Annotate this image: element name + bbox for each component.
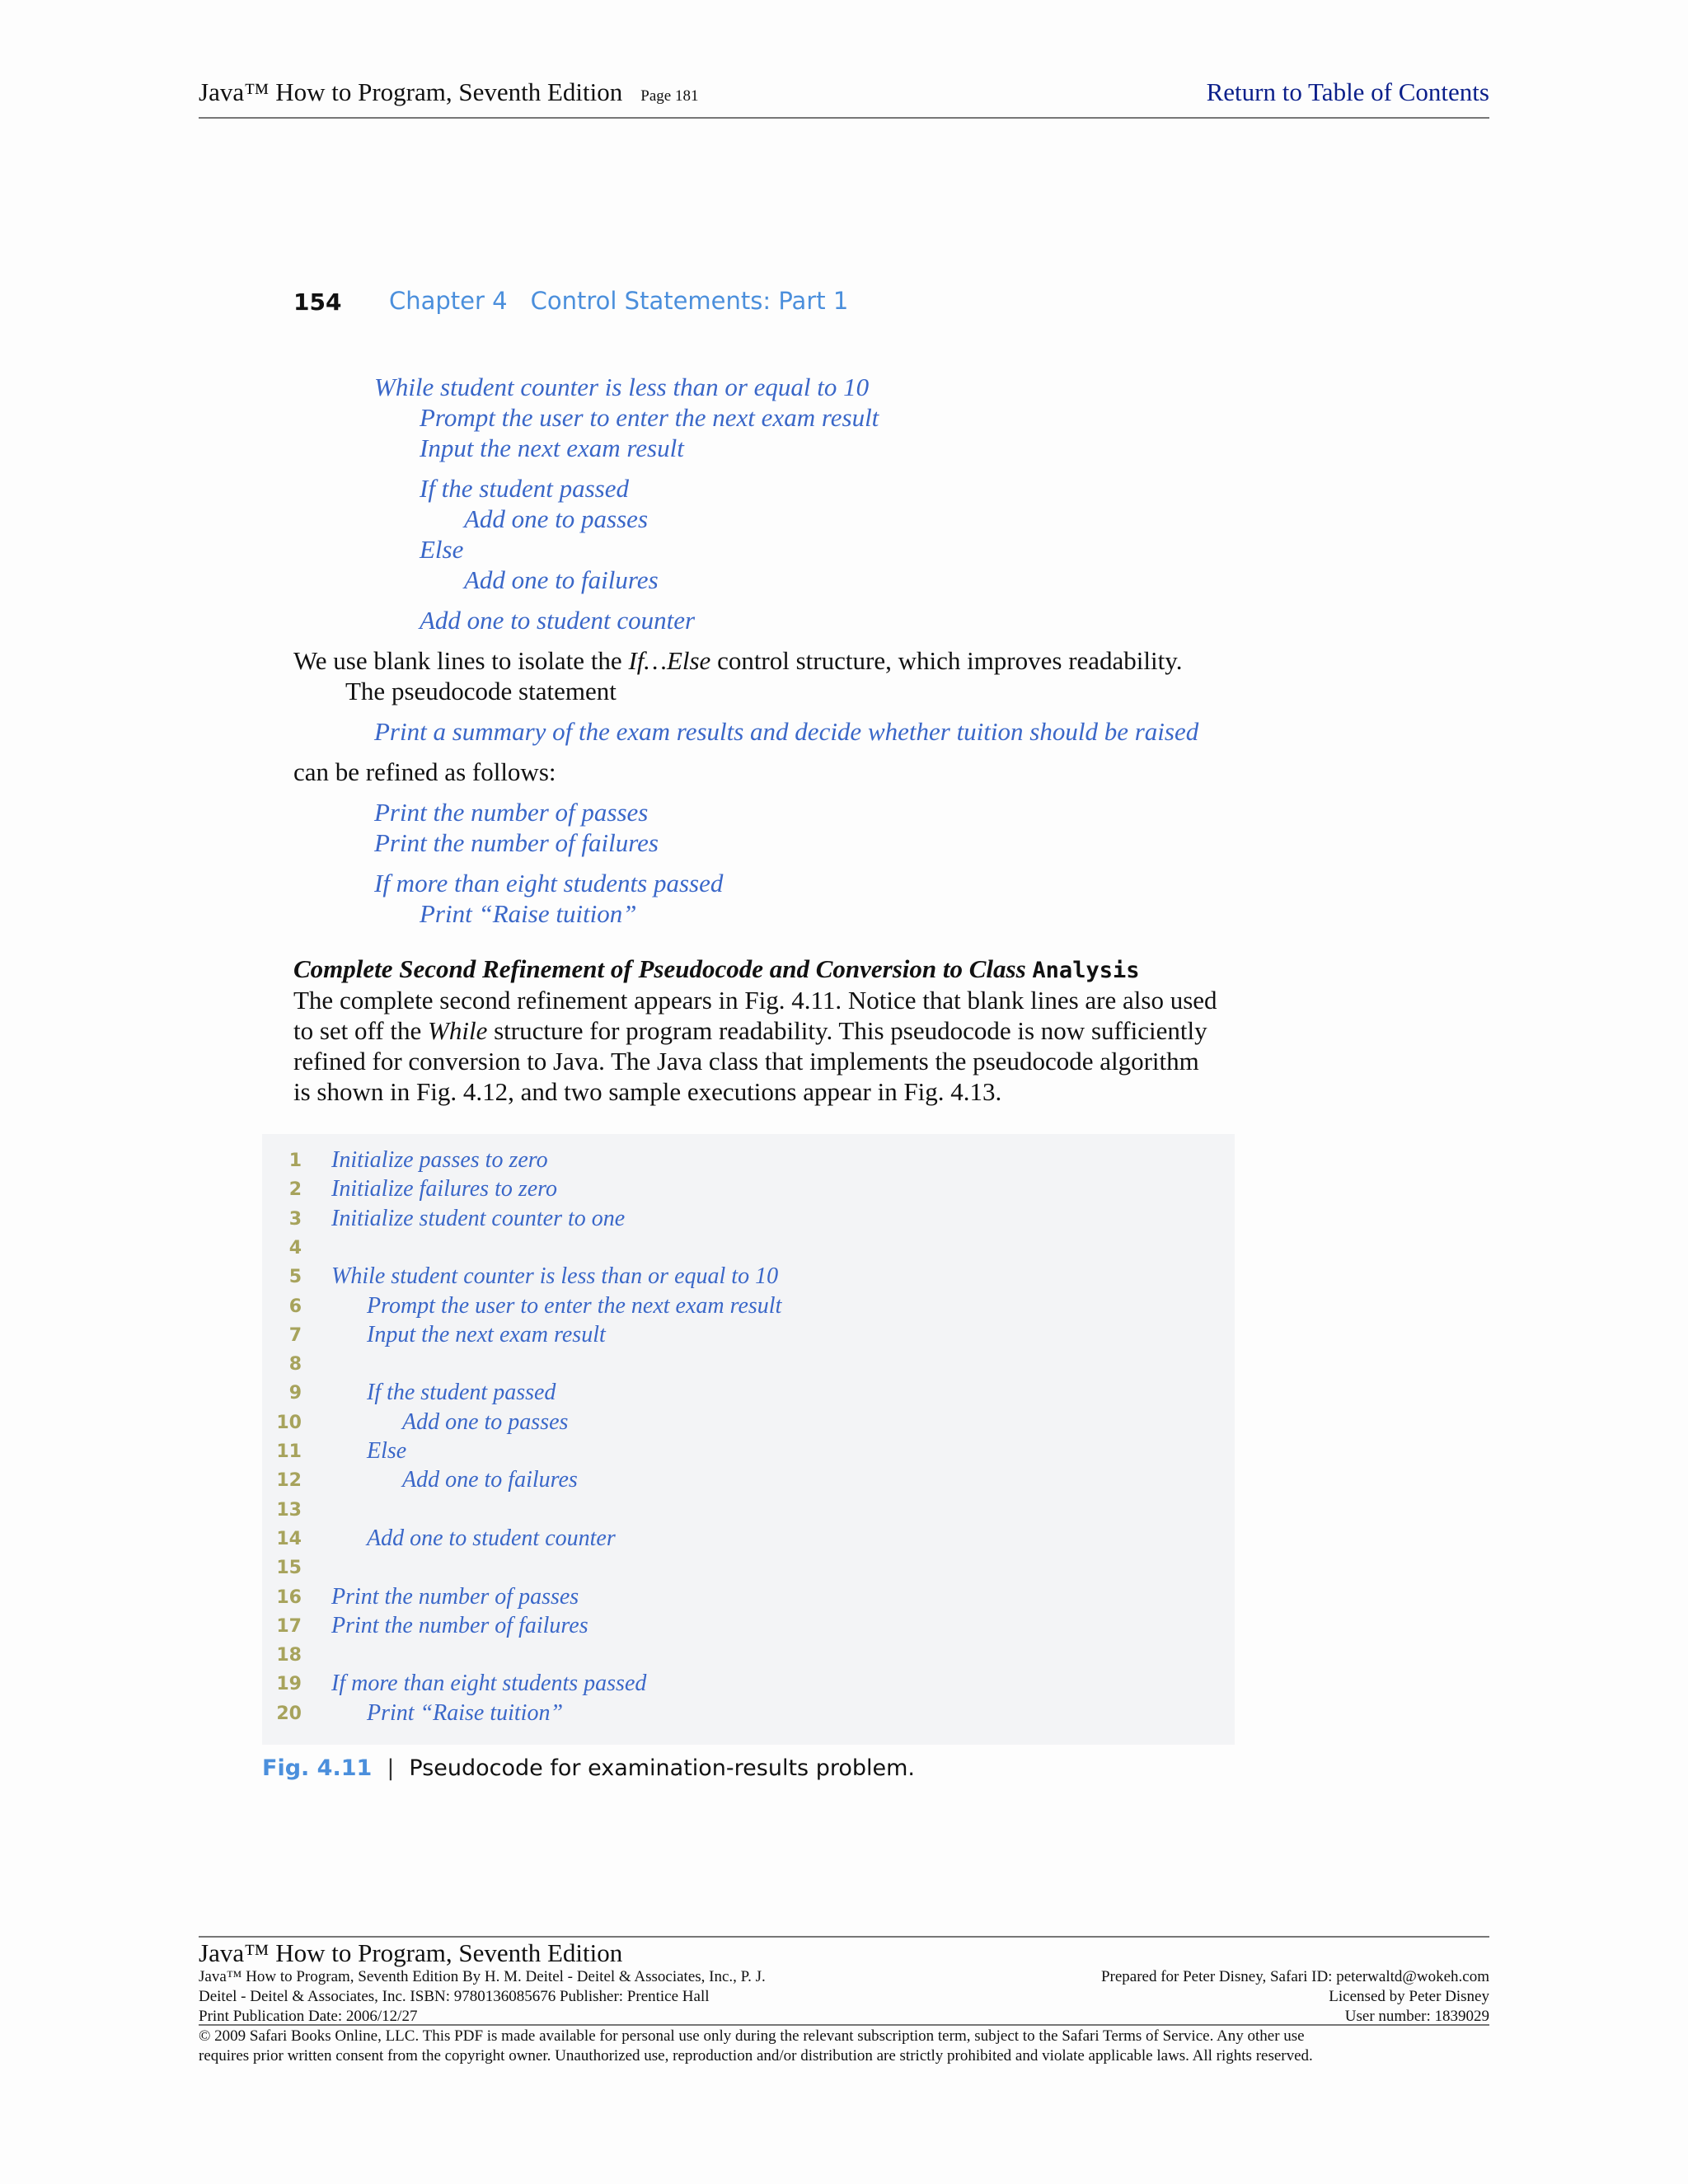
figure-line: Prompt the user to enter the next exam result xyxy=(367,1293,782,1319)
figure-separator: | xyxy=(387,1755,395,1781)
figure-line: Print the number of passes xyxy=(331,1584,579,1610)
figure-line: Initialize student counter to one xyxy=(331,1206,626,1231)
figure-line: Initialize failures to zero xyxy=(331,1176,558,1202)
footer-text: Prepared for Peter Disney, Safari ID: peterwaltd@wokeh.com xyxy=(1100,1968,1489,1985)
line-number: 1 xyxy=(288,1151,302,1171)
paragraph-line xyxy=(293,1016,1207,1046)
footer-divider xyxy=(199,1936,1489,1938)
figure-line: Input the next exam result xyxy=(367,1322,606,1347)
footer-text: Licensed by Peter Disney xyxy=(1329,1988,1489,2005)
paragraph-text: to set off the xyxy=(293,1016,429,1045)
paragraph-text: We use blank lines to isolate the xyxy=(293,646,629,675)
section-heading-text: Complete Second Refinement of Pseudocode and Conversion to Class xyxy=(293,954,1033,983)
paragraph-emphasis: If…Else xyxy=(628,646,711,675)
line-number: 17 xyxy=(276,1616,302,1637)
figure-line: Else xyxy=(367,1438,407,1464)
line-number: 8 xyxy=(288,1354,302,1375)
figure-caption xyxy=(262,1755,915,1781)
figure-line: If the student passed xyxy=(367,1380,556,1405)
figure-line: Add one to failures xyxy=(402,1467,578,1493)
line-number: 16 xyxy=(276,1587,302,1608)
pseudo-line: While student counter is less than or equal to 10 xyxy=(374,373,870,401)
line-number: 11 xyxy=(276,1441,302,1462)
paragraph-line: refined for conversion to Java. The Java class that implements the pseudocode algorithm xyxy=(293,1047,1199,1076)
figure-line: If more than eight students passed xyxy=(331,1671,647,1696)
paragraph-line: The complete second refinement appears in Fig. 4.11. Notice that blank lines are also used xyxy=(293,986,1217,1015)
book-title-text: Java™ How to Program, Seventh Edition xyxy=(199,77,623,106)
line-number: 4 xyxy=(288,1238,302,1258)
section-heading xyxy=(293,954,1139,984)
paragraph-text: control structure, which improves readability. xyxy=(710,646,1183,675)
figure-line: Print the number of failures xyxy=(331,1613,588,1638)
line-number: 9 xyxy=(288,1383,302,1404)
line-number: 7 xyxy=(288,1325,302,1346)
paragraph: can be refined as follows: xyxy=(293,757,556,786)
pseudo-line: Prompt the user to enter the next exam result xyxy=(420,403,879,432)
line-number: 13 xyxy=(276,1500,302,1521)
figure-line: Initialize passes to zero xyxy=(331,1147,548,1173)
copyright-text: © 2009 Safari Books Online, LLC. This PDF is made available for personal use only during the relevant subscription term, subject to the Safari Terms of Service. Any other use xyxy=(199,2027,1305,2045)
page-number: 154 xyxy=(293,288,342,316)
footer-text: Print Publication Date: 2006/12/27 xyxy=(199,2008,418,2025)
paragraph-line: is shown in Fig. 4.12, and two sample executions appear in Fig. 4.13. xyxy=(293,1077,1002,1106)
line-number: 3 xyxy=(288,1209,302,1230)
paragraph: The pseudocode statement xyxy=(345,677,617,705)
pseudo-line: Add one to failures xyxy=(464,565,659,594)
chapter-title: Control Statements: Part 1 xyxy=(530,287,849,315)
pseudo-line: Else xyxy=(420,535,464,564)
pseudo-line: Print the number of failures xyxy=(374,828,659,857)
page-label: Page 181 xyxy=(640,87,699,105)
paragraph-text: structure for program readability. This pseudocode is now sufficiently xyxy=(487,1016,1207,1045)
figure-line: Add one to passes xyxy=(402,1409,569,1435)
pseudo-line: Print “Raise tuition” xyxy=(420,899,637,928)
copyright-text: requires prior written consent from the copyright owner. Unauthorized use, reproduction and/or distribution are strictly prohibited and violate applicable laws. All rights reserved. xyxy=(199,2047,1313,2064)
line-number: 5 xyxy=(288,1267,302,1287)
return-to-toc-link[interactable]: Return to Table of Contents xyxy=(1206,77,1489,106)
pseudo-line: Print a summary of the exam results and decide whether tuition should be raised xyxy=(374,717,1199,746)
pseudo-line: If the student passed xyxy=(420,474,629,503)
footer-text: Deitel - Deitel & Associates, Inc. ISBN: 9780136085676 Publisher: Prentice Hall xyxy=(199,1988,710,2005)
line-number: 20 xyxy=(276,1704,302,1724)
page-header xyxy=(199,76,1489,119)
line-number: 14 xyxy=(276,1529,302,1549)
line-number: 19 xyxy=(276,1674,302,1694)
line-number: 10 xyxy=(276,1413,302,1433)
figure-caption-text: Pseudocode for examination-results problem. xyxy=(409,1755,915,1781)
paragraph xyxy=(293,646,1183,676)
line-number: 12 xyxy=(276,1470,302,1491)
pseudo-line: If more than eight students passed xyxy=(374,869,724,898)
book-title xyxy=(199,77,698,107)
line-number: 6 xyxy=(288,1296,302,1317)
pseudo-line: Print the number of passes xyxy=(374,798,649,827)
class-name: Analysis xyxy=(1032,958,1140,983)
figure-line: While student counter is less than or equal to 10 xyxy=(331,1263,779,1289)
line-number: 18 xyxy=(276,1645,302,1666)
figure-line: Print “Raise tuition” xyxy=(367,1700,564,1726)
footer-text: User number: 1839029 xyxy=(1344,2008,1489,2025)
line-number: 2 xyxy=(288,1179,302,1200)
chapter-heading xyxy=(389,287,848,315)
line-number: 15 xyxy=(276,1558,302,1578)
chapter-number: Chapter 4 xyxy=(389,287,508,315)
pseudo-line: Input the next exam result xyxy=(420,434,684,462)
figure-line: Add one to student counter xyxy=(367,1526,616,1551)
footer-divider xyxy=(199,2024,1489,2026)
figure-label: Fig. 4.11 xyxy=(262,1755,373,1781)
pseudo-line: Add one to passes xyxy=(464,504,649,533)
footer-title: Java™ How to Program, Seventh Edition xyxy=(199,1938,623,1967)
footer-text: Java™ How to Program, Seventh Edition By H. M. Deitel - Deitel & Associates, Inc., P. J. xyxy=(199,1968,766,1985)
paragraph-emphasis: While xyxy=(428,1016,488,1045)
pseudo-line: Add one to student counter xyxy=(420,606,696,635)
